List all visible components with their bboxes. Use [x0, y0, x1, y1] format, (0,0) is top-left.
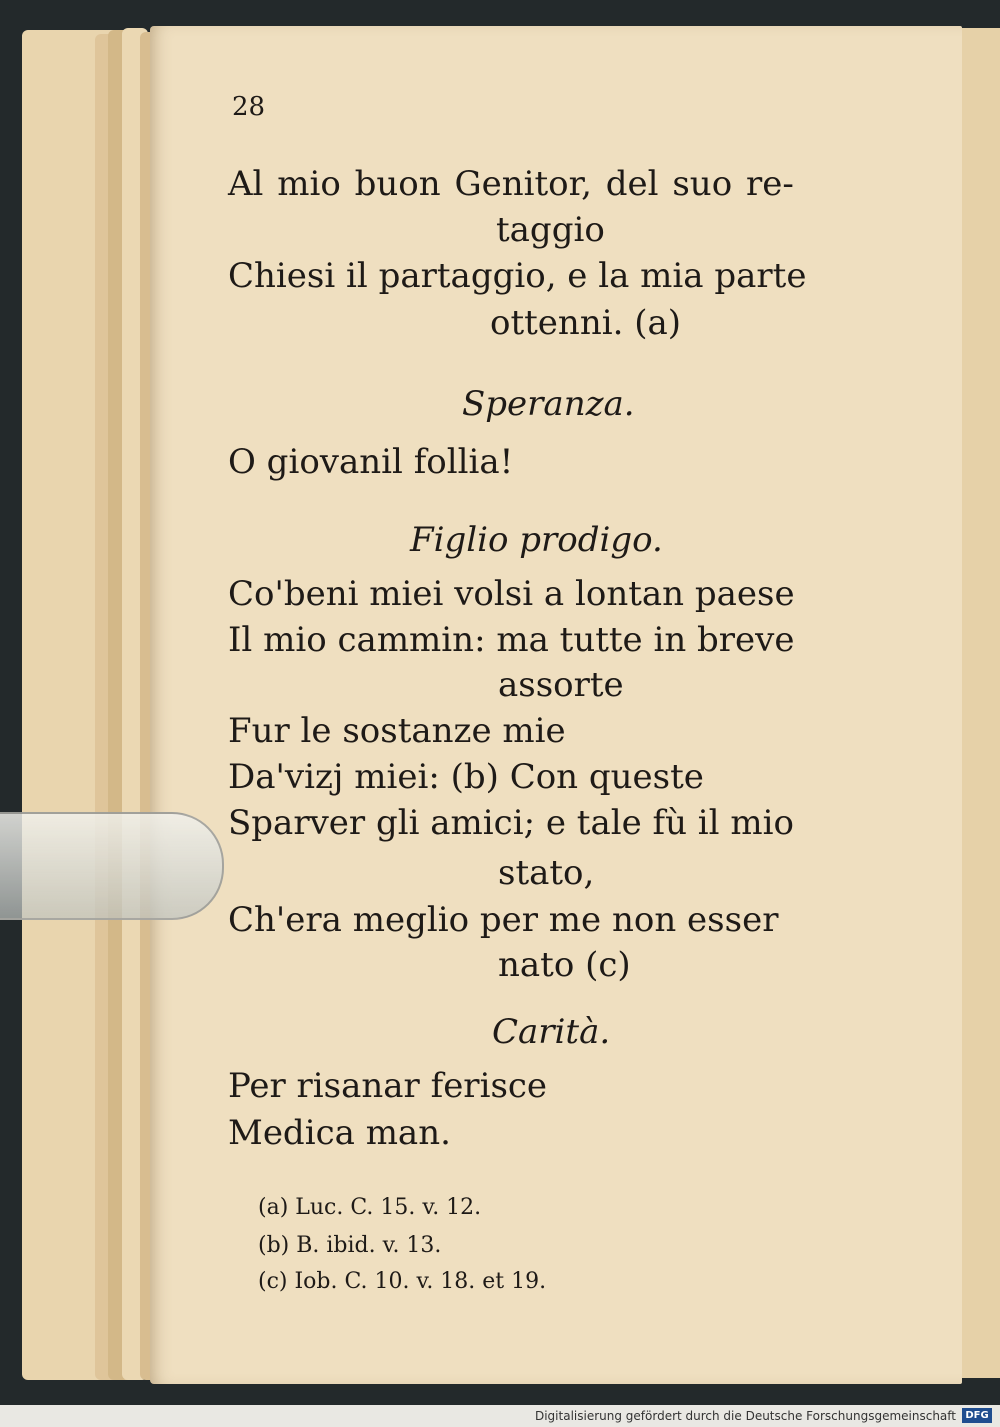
text-line: Il mio cammin: ma tutte in breve — [228, 620, 795, 660]
text-line: stato, — [498, 853, 595, 893]
text-line: O giovanil follia! — [228, 442, 514, 482]
facing-page-edge — [960, 28, 1000, 1378]
section-heading: Speranza. — [462, 384, 635, 424]
section-heading: Figlio prodigo. — [410, 520, 663, 560]
text-line: Co'beni miei volsi a lontan paese — [228, 574, 795, 614]
text-line: nato (c) — [498, 945, 631, 985]
text-line: Ch'era meglio per me non esser — [228, 900, 779, 940]
text-line: Per risanar ferisce — [228, 1066, 548, 1106]
text-line: Da'vizj miei: (b) Con queste — [228, 757, 704, 797]
text-line: Medica man. — [228, 1113, 451, 1153]
footnote: (c) Iob. C. 10. v. 18. et 19. — [258, 1269, 547, 1294]
footer-credit: Digitalisierung gefördert durch die Deutsche Forschungsgemeinschaft — [534, 1409, 956, 1423]
footnote: (a) Luc. C. 15. v. 12. — [258, 1195, 482, 1220]
page-number: 28 — [232, 92, 266, 122]
text-line: Al mio buon Genitor, del suo re- — [228, 164, 794, 204]
dfg-logo: DFG — [962, 1408, 992, 1423]
section-heading: Carità. — [492, 1012, 611, 1052]
text-line: Sparver gli amici; e tale fù il mio — [228, 803, 794, 843]
text-line: ottenni. (a) — [490, 303, 682, 343]
text-line: Chiesi il partaggio, e la mia parte — [228, 256, 807, 296]
footnote: (b) B. ibid. v. 13. — [258, 1233, 442, 1258]
text-line: Fur le sostanze mie — [228, 711, 566, 751]
text-line: taggio — [496, 210, 605, 250]
text-line: assorte — [498, 665, 624, 705]
page-clip — [0, 812, 224, 920]
